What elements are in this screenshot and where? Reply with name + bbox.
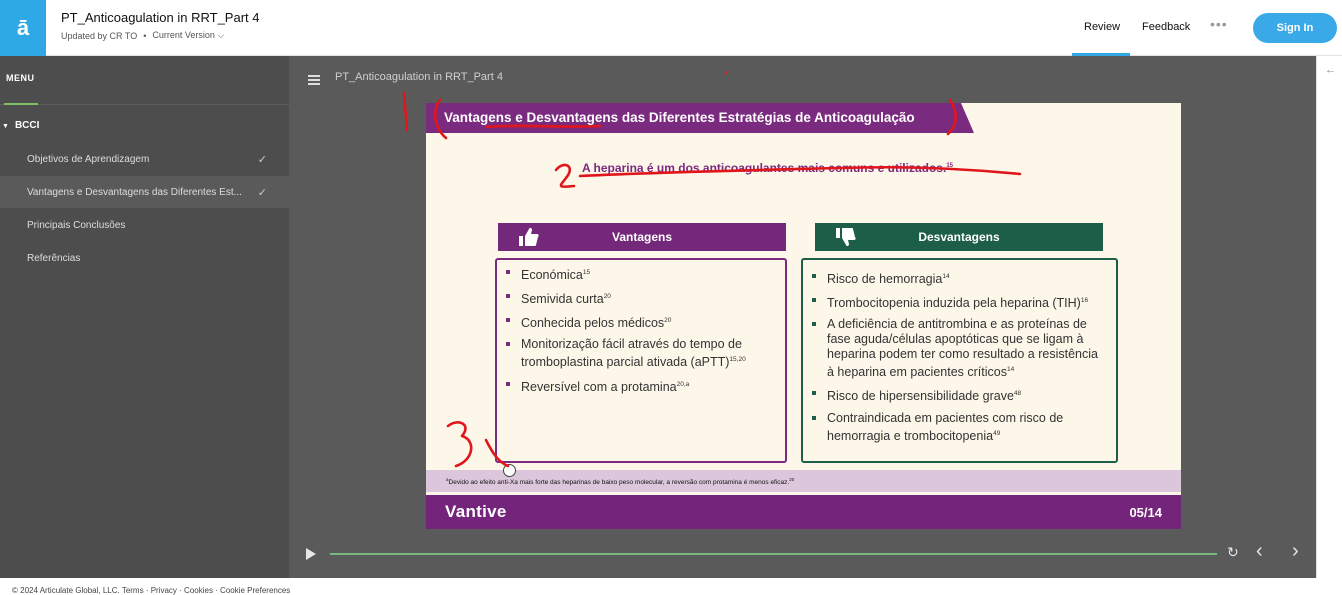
check-icon: ✓ (257, 186, 267, 199)
cursor-marker (503, 464, 516, 477)
sidebar-item-label: Referências (27, 252, 81, 264)
course-menu-sidebar (0, 56, 289, 578)
list-item: Económica$^{15}$ (497, 265, 777, 283)
chevron-down-icon: ⌵ (217, 30, 225, 40)
tab-review[interactable]: Review (1084, 21, 1121, 33)
previous-slide-icon[interactable]: ‹ (1256, 540, 1263, 562)
hamburger-menu-icon[interactable] (308, 75, 320, 87)
list-item: Risco de hipersensibilidade grave$^{48}$ (803, 386, 1098, 404)
slide-subtitle: A heparina é um dos anticoagulantes mais comuns e utilizados.$^{15}$ (582, 161, 953, 175)
annotation-dot (725, 71, 728, 74)
brand-logo: Vantive (445, 502, 507, 521)
list-item: Risco de hemorragia$^{14}$ (803, 269, 1098, 287)
section-label: BCCI (14, 120, 40, 131)
sidebar-item-label: Vantagens e Desvantagens das Diferentes Est... (27, 186, 242, 198)
next-slide-icon[interactable]: › (1292, 540, 1299, 562)
replay-icon[interactable]: ↻ (1227, 544, 1239, 560)
disadvantages-header (815, 223, 1103, 251)
version-label: Current Version (152, 30, 215, 40)
player-title: PT_Anticoagulation in RRT_Part 4 (335, 71, 503, 83)
top-bar (0, 0, 1342, 56)
list-item: Monitorização fácil através do tempo de tromboplastina parcial ativada (aPTT)$^{15,20}$ (497, 337, 777, 370)
updated-by-label: Updated by CR TO (61, 30, 138, 41)
disadvantages-header-label: Desvantagens (918, 230, 1000, 244)
menu-heading: MENU (6, 73, 35, 83)
list-item: A deficiência de antitrombina e as proteínas de fase aguda/células apoptóticas que se ligam à heparina podem ter como resultado a resistência à heparina em pacientes críticos$^{14}$ (803, 317, 1098, 380)
tab-feedback[interactable]: Feedback (1142, 21, 1191, 33)
sidebar-item-vantagens[interactable] (0, 176, 289, 208)
advantages-header (498, 223, 786, 251)
sidebar-item-label: Principais Conclusões (27, 219, 126, 231)
list-item: Trombocitopenia induzida pela heparina (TIH)$^{16}$ (803, 293, 1098, 311)
bottom-footer (0, 578, 1342, 595)
sidebar-item-referencias[interactable] (0, 242, 289, 274)
footnote-band (426, 470, 1181, 492)
slide-canvas (426, 103, 1181, 529)
document-title: PT_Anticoagulation in RRT_Part 4 (61, 10, 260, 25)
right-panel (1316, 56, 1342, 578)
sign-in-button[interactable]: Sign In (1253, 13, 1337, 43)
list-item: Semivida curta$^{20}$ (497, 289, 777, 307)
thumbs-up-icon (518, 227, 540, 252)
disadvantages-box (801, 258, 1118, 463)
progress-bar[interactable] (330, 553, 1217, 555)
list-item: Conhecida pelos médicos$^{20}$ (497, 313, 777, 331)
footnote: $^a$Devido ao efeito anti-Xa mais forte das heparinas de baixo peso molecular, a reversão com protamina é menos eficaz.$^{20}$ (446, 477, 795, 487)
version-dropdown[interactable] (152, 30, 224, 41)
sidebar-item-conclusoes[interactable] (0, 209, 289, 241)
section-bcci[interactable] (2, 120, 39, 131)
slide-footer (426, 495, 1181, 529)
sidebar-item-label: Objetivos de Aprendizagem (27, 153, 150, 165)
sidebar-item-objetivos[interactable] (0, 143, 289, 175)
advantages-box (495, 258, 787, 463)
menu-heading-underline (4, 103, 38, 105)
more-options-icon[interactable]: ••• (1210, 16, 1228, 32)
page-number: 05/14 (1129, 505, 1162, 520)
advantages-header-label: Vantagens (611, 230, 673, 244)
collapse-arrow-icon[interactable]: ← (1325, 64, 1336, 76)
slide-title: Vantagens e Desvantagens das Diferentes Estratégias de Anticoagulação (444, 110, 915, 125)
menu-divider (0, 104, 289, 105)
list-item: Contraindicada em pacientes com risco de hemorragia e trombocitopenia$^{49}$ (803, 411, 1098, 444)
thumbs-down-icon (835, 227, 857, 252)
play-icon[interactable] (306, 548, 316, 560)
check-icon: ✓ (257, 153, 267, 166)
app-logo-icon[interactable]: ā (0, 0, 46, 56)
footer-text: © 2024 Articulate Global, LLC. Terms · Privacy · Cookies · Cookie Preferences (12, 586, 291, 595)
meta-separator: • (143, 30, 147, 41)
caret-down-icon: ▼ (2, 123, 9, 130)
list-item: Reversível com a protamina$^{20,a}$ (497, 377, 777, 395)
document-meta (61, 30, 224, 41)
